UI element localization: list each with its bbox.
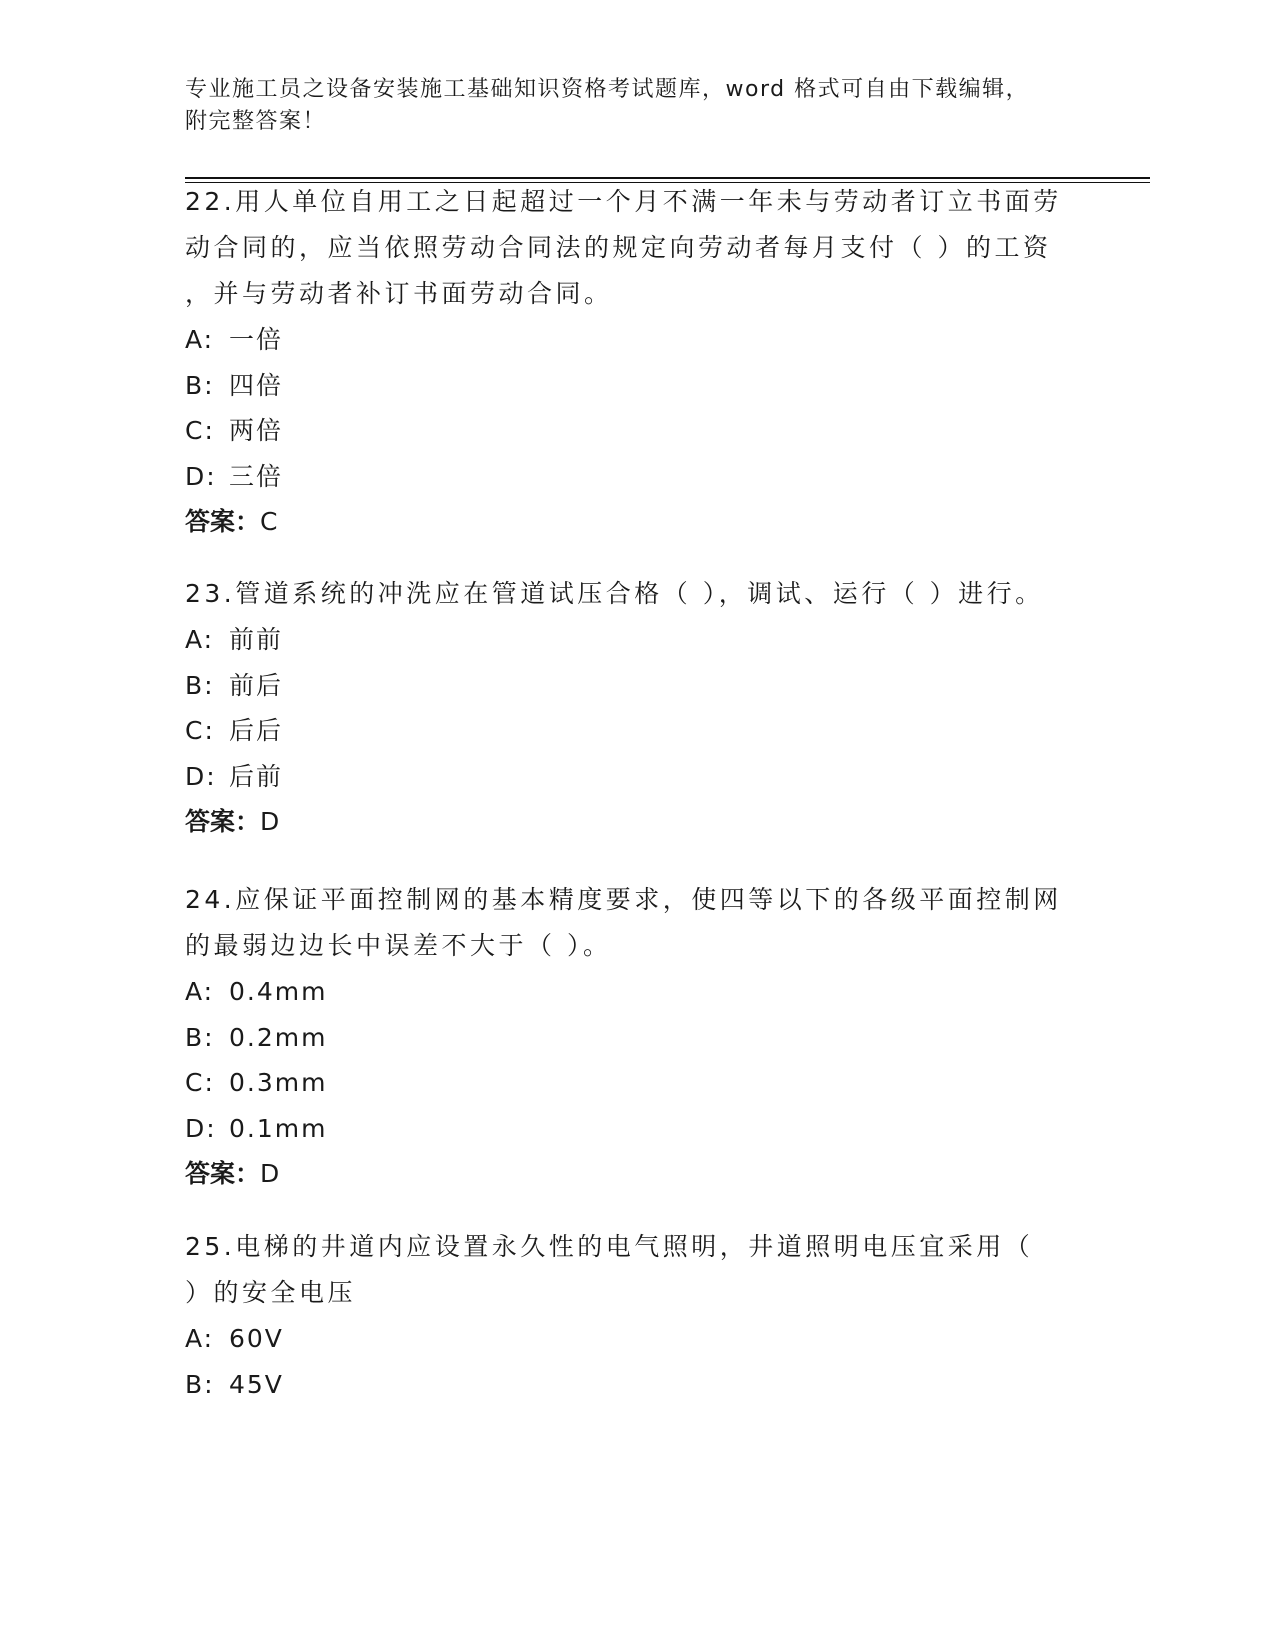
option-text: 60V [229,1324,284,1353]
option-letter: D: [185,461,217,491]
option-text: 四倍 [229,370,284,400]
answer-line [185,1151,1085,1197]
option-c [185,708,1085,754]
answer-value: C [260,507,278,536]
option-text: 0.1mm [229,1113,328,1143]
option-b [185,363,1085,409]
option-b [185,663,1085,709]
option-a [185,317,1085,363]
option-a [185,1316,1085,1362]
option-letter: C: [185,1068,215,1097]
option-c [185,1060,1085,1106]
answer-label: 答案： [185,1159,261,1188]
option-letter: B: [185,370,215,400]
option-letter: A: [185,977,215,1006]
question-stem-line: 23.管道系统的冲洗应在管道试压合格（ ），调试、运行（ ）进行。 [185,579,1044,608]
header-line-1: 专业施工员之设备安装施工基础知识资格考试题库，word 格式可自由下载编辑， [185,77,1030,102]
option-text: 0.3mm [229,1068,328,1097]
option-text: 前前 [229,625,284,654]
question-stem-line: 22.用人单位自用工之日起超过一个月不满一年未与劳动者订立书面劳 [185,187,1062,216]
option-letter: C: [185,416,215,445]
option-text: 0.4mm [229,977,328,1006]
option-d [185,754,1085,800]
answer-line [185,799,1085,845]
question-stem-line: ）的安全电压 [185,1278,357,1307]
option-letter: D: [185,761,217,791]
header-line-2: 附完整答案！ [185,109,327,134]
answer-label: 答案： [185,807,261,836]
option-a [185,969,1085,1015]
answer-value: D [260,807,280,836]
document-header [185,74,1065,138]
answer-value: D [260,1159,280,1188]
answer-line [185,499,1085,545]
option-letter: C: [185,716,215,745]
option-b [185,1362,1085,1408]
option-text: 45V [229,1369,284,1399]
option-b [185,1015,1085,1061]
option-a [185,617,1085,663]
question-stem-line: 的最弱边边长中误差不大于（ ）。 [185,931,612,960]
option-text: 三倍 [229,461,284,491]
option-letter: B: [185,1022,215,1052]
answer-label: 答案： [185,507,261,536]
question-25 [185,1224,1085,1407]
question-stem-line: ，并与劳动者补订书面劳动合同。 [185,279,613,308]
option-text: 前后 [229,670,284,700]
question-stem-line: 动合同的，应当依照劳动合同法的规定向劳动者每月支付（ ）的工资 [185,233,1052,262]
option-letter: A: [185,625,215,654]
option-text: 两倍 [229,416,284,445]
option-letter: A: [185,1324,215,1353]
question-22 [185,179,1085,545]
option-text: 0.2mm [229,1022,328,1052]
option-d [185,454,1085,500]
option-text: 一倍 [229,325,284,354]
question-24 [185,877,1085,1197]
option-letter: B: [185,1369,215,1399]
option-letter: B: [185,670,215,700]
option-letter: D: [185,1113,217,1143]
question-23 [185,571,1085,845]
option-d [185,1106,1085,1152]
option-text: 后后 [229,716,284,745]
option-text: 后前 [229,761,284,791]
question-stem-line: 25.电梯的井道内应设置永久性的电气照明，井道照明电压宜采用（ [185,1232,1034,1261]
option-letter: A: [185,325,215,354]
question-stem-line: 24.应保证平面控制网的基本精度要求，使四等以下的各级平面控制网 [185,885,1062,914]
option-c [185,408,1085,454]
